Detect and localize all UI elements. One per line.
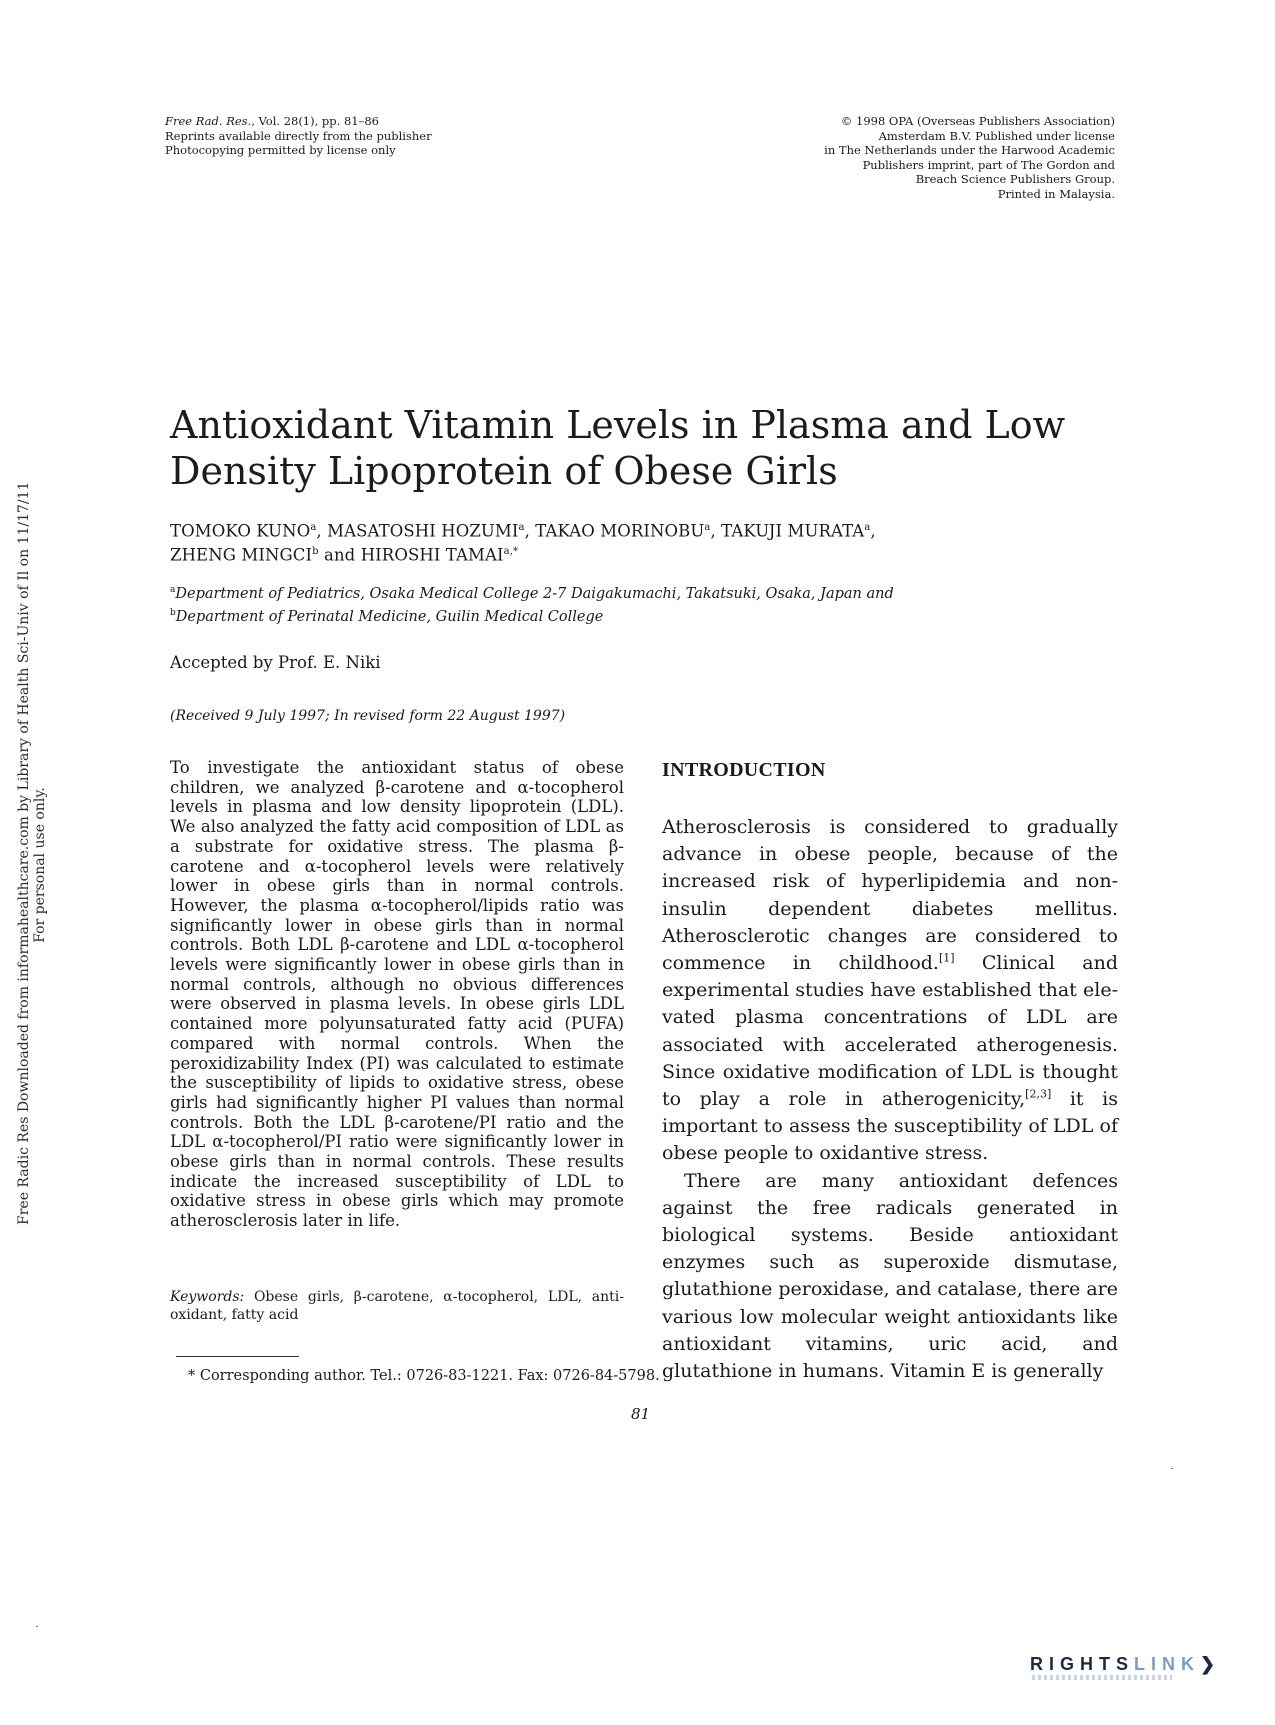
author: TAKUJI MURATA: [721, 521, 865, 541]
chevron-right-icon: ❯: [1200, 1654, 1216, 1674]
article-title: Antioxidant Vitamin Levels in Plasma and Low Density Lipoprotein of Obese Girls: [170, 403, 1066, 493]
affiliations: [170, 581, 1070, 627]
affiliation-mark: b: [170, 607, 176, 618]
author-list: TOMOKO KUNO$^a$, MASATOSHI HOZUMI$^a$, TAKAO MORINOBU$^a$, TAKUJI MURATA$^a$, ZHENG MINGCI$^b$ and HIROSHI $TAMAI^{a,*}$: [170, 521, 876, 564]
affiliation-mark: a: [864, 522, 871, 533]
section-heading-introduction: INTRODUCTION: [662, 759, 826, 781]
affiliation-b: [170, 604, 1070, 627]
keywords-text: Obese girls, β-carotene, α-tocopherol, LDL, antioxidant, fatty acid: [170, 1289, 624, 1323]
footnote-divider: [176, 1356, 299, 1357]
introduction-text: Clinical and experimental studies have established that elevated plasma concentrations of LDL are associated with accelerated atherogenesis. Since oxidative modification of LDL is thought to play a role in atherogenicity,: [662, 952, 1118, 1111]
download-stamp: [16, 481, 48, 1225]
copyright-line-3: in The Netherlands under the Harwood Academic: [824, 143, 1115, 157]
scan-speck: [1171, 1468, 1173, 1469]
copyright-line-4: Publishers imprint, part of The Gordon and: [862, 157, 1115, 172]
download-stamp-line-1: Free Radic Res Downloaded from informahealthcare.com by Library of Health Sci-Univ of Il on 11/17/11: [16, 481, 32, 1225]
citation-ref[interactable]: [1]: [938, 951, 955, 965]
introduction-paragraph-1: [662, 814, 1118, 1168]
author-conjunction: and: [318, 545, 361, 564]
keywords: [170, 1288, 624, 1324]
received-dates: (Received 9 July 1997; In revised form 22 August 1997): [170, 708, 566, 724]
copyright-line-1: © 1998 OPA (Overseas Publishers Association): [840, 114, 1115, 128]
download-stamp-line-2: For personal use only.: [32, 787, 48, 943]
rightslink-tagline-decoration: [1032, 1675, 1172, 1680]
scan-speck: [36, 1626, 38, 1627]
corresponding-author-footnote: * Corresponding author. Tel.: 0726-83-1221. Fax: 0726-84-5798.: [188, 1368, 660, 1384]
affiliation-a: [170, 581, 1070, 604]
journal-name: Free Rad. Res.: [165, 114, 252, 128]
author: MASATOSHI HOZUMI: [327, 521, 519, 541]
keywords-label: Keywords:: [170, 1289, 245, 1305]
copyright-block: [695, 114, 1115, 201]
page-number: 81: [631, 1405, 651, 1423]
rightslink-logo-dark: RIGHTS: [1030, 1654, 1135, 1674]
journal-citation: [165, 114, 585, 129]
rightslink-logo-light: LINK: [1134, 1654, 1201, 1674]
author: ZHENG MINGCI: [170, 545, 313, 564]
rightslink-logo[interactable]: [1030, 1654, 1215, 1675]
copyright-line-6: Printed in Malaysia.: [997, 186, 1115, 201]
author: TOMOKO KUNO: [170, 521, 311, 541]
affiliation-mark: a,*: [503, 545, 519, 557]
author: TAKAO MORINOBU: [535, 521, 705, 541]
affiliation-mark: a: [704, 522, 711, 533]
affiliation-mark: a: [170, 585, 176, 595]
reprints-note: Reprints available directly from the publisher: [165, 128, 432, 143]
introduction-text: it is important to assess the susceptibility of LDL of obese people to oxidantive stress.: [662, 1088, 1118, 1165]
citation-ref[interactable]: [2,3]: [1025, 1087, 1052, 1101]
affiliation-a-text: Department of Pediatrics, Osaka Medical College 2-7 Daigakumachi, Takatsuki, Osaka, Japan and: [175, 585, 894, 602]
introduction-paragraph-2: There are many antioxidant defences against the free radicals generated in biological systems. Beside antioxidant enzymes such as superoxide dismutase, glutathione peroxidase, and catalase, there are various low molecular weight antioxidants like antioxidant vitamins, uric acid, and glutathione in humans. Vitamin E is generally: [662, 1169, 1118, 1383]
affiliation-mark: a: [310, 522, 317, 533]
volume-pages: , Vol. 28(1), pp. 81–86: [251, 114, 379, 128]
copyright-line-5: Breach Science Publishers Group.: [915, 172, 1115, 186]
affiliation-b-text: Department of Perinatal Medicine, Guilin Medical College: [175, 608, 604, 625]
introduction-text: Atherosclerosis is considered to gradually advance in obese people, because of the increased risk of hyperlipidemia and non-insulin dependent diabetes mellitus. Atherosclerotic changes are considered to commence in childhood.: [662, 816, 1118, 975]
abstract: To investigate the antioxidant status of obese children, we analyzed β-carotene and α-tocopherol levels in plasma and low density lipoprotein (LDL). We also analyzed the fatty acid composition of LDL as a substrate for oxidative stress. The plasma β-carotene and α-tocopherol levels were relatively lower in obese girls than in normal controls. However, the plasma α-tocopherol/lipids ratio was significantly lower in obese girls than in normal controls. Both LDL β-carotene and LDL α-tocopherol levels were significantly lower in obese girls than in normal controls, although no obvious differences were observed in plasma levels. In obese girls LDL contained more polyunsaturated fatty acid (PUFA) compared with normal controls. When the peroxidizability Index (PI) was calculated to estimate the susceptibility of lipids to oxidative stress, obese girls had significantly higher PI values than normal controls. Both the LDL β-carotene/PI ratio and the LDL α-tocopherol/PI ratio were significantly lower in obese girls than in normal controls. These results indicate the increased susceptibility of LDL to oxidative stress in obese girls which may promote atherosclerosis later in life.: [170, 758, 624, 1231]
journal-citation-block: [165, 114, 585, 158]
affiliation-mark: b: [312, 545, 319, 557]
affiliation-mark: a: [518, 522, 525, 533]
copyright-line-2: Amsterdam B.V. Published under license: [878, 128, 1115, 143]
accepted-by: Accepted by Prof. E. Niki: [170, 653, 381, 672]
introduction-body: [662, 814, 1118, 1385]
photocopy-note: Photocopying permitted by license only: [165, 143, 396, 157]
corresponding-author: HIROSHI TAMAI: [360, 545, 504, 564]
